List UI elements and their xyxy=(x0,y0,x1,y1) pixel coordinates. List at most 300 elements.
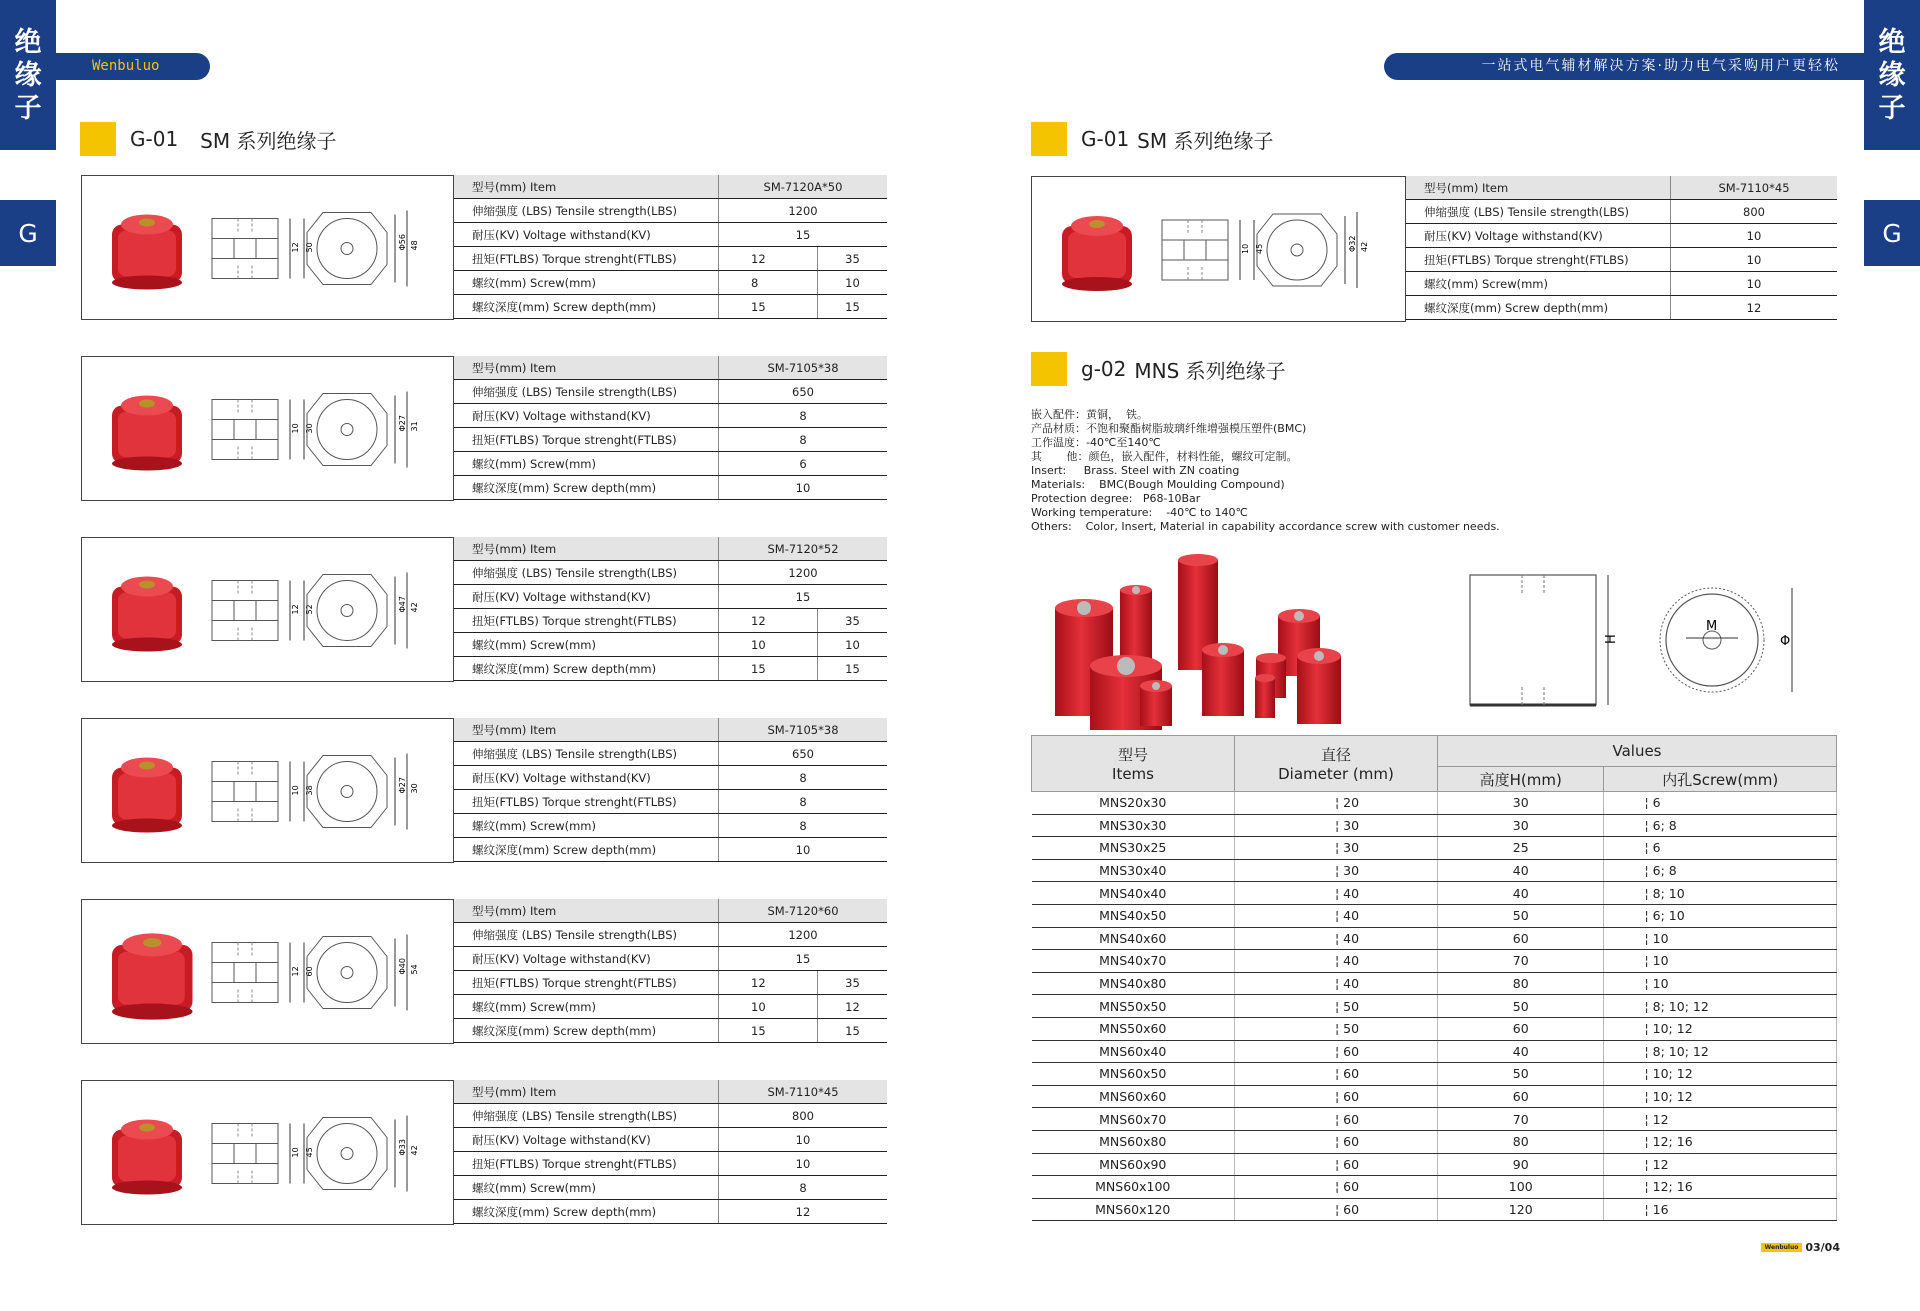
spec-label-depth: 螺纹深度(mm) Screw depth(mm) xyxy=(454,657,719,681)
red-insulator-photo xyxy=(1062,216,1132,291)
product-image-box xyxy=(81,899,454,1044)
footer-tag: Wenbuluo xyxy=(1761,1243,1803,1252)
side-char: 绝 xyxy=(14,26,42,58)
side-tab-left xyxy=(0,0,56,150)
spec-value-screw: 8 xyxy=(719,814,888,838)
note-line: Insert: Brass. Steel with ZN coating xyxy=(1031,464,1240,477)
table-row xyxy=(1032,995,1837,1018)
svg-text:48: 48 xyxy=(410,240,419,251)
top-view-drawing xyxy=(307,754,419,830)
row-item: MNS60x40 xyxy=(1032,1040,1235,1063)
height-label: H xyxy=(1604,634,1619,644)
svg-text:50: 50 xyxy=(305,242,314,253)
row-diameter: ¦ 40 xyxy=(1235,882,1438,905)
spec-value-torque: 8 xyxy=(719,428,888,452)
spec-table-0 xyxy=(454,175,887,319)
spec-value-torque-a: 12 xyxy=(719,971,818,995)
table-row xyxy=(1032,1017,1837,1040)
row-height: 50 xyxy=(1438,995,1604,1018)
spec-label-depth: 螺纹深度(mm) Screw depth(mm) xyxy=(1406,296,1671,320)
spec-table-r xyxy=(1406,176,1837,320)
side-char: 绝 xyxy=(1878,26,1906,58)
svg-text:Φ27: Φ27 xyxy=(398,415,407,432)
row-screw: ¦ 6 xyxy=(1604,792,1837,815)
spec-label-tensile: 伸缩强度 (LBS) Tensile strength(LBS) xyxy=(1406,200,1671,224)
side-char: 子 xyxy=(14,92,42,124)
row-height: 25 xyxy=(1438,837,1604,860)
spec-model: SM-7105*38 xyxy=(719,718,888,742)
table-row xyxy=(1032,1108,1837,1131)
row-screw: ¦ 6; 8 xyxy=(1604,814,1837,837)
table-row xyxy=(1032,1176,1837,1199)
spec-label-voltage: 耐压(KV) Voltage withstand(KV) xyxy=(454,223,719,247)
spec-value-screw: 10 xyxy=(1671,272,1838,296)
spec-value-screw: 8 xyxy=(719,1176,888,1200)
product-image-box xyxy=(81,718,454,863)
row-item: MNS40x60 xyxy=(1032,927,1235,950)
top-view-drawing xyxy=(307,1116,419,1192)
red-insulator-photo xyxy=(112,1120,182,1195)
row-height: 80 xyxy=(1438,1130,1604,1153)
spec-label-tensile: 伸缩强度 (LBS) Tensile strength(LBS) xyxy=(454,1104,719,1128)
svg-text:10: 10 xyxy=(291,423,300,434)
spec-label-voltage: 耐压(KV) Voltage withstand(KV) xyxy=(454,404,719,428)
product-image-box xyxy=(81,1080,454,1225)
row-item: MNS40x70 xyxy=(1032,950,1235,973)
spec-value-tensile: 800 xyxy=(719,1104,888,1128)
svg-text:31: 31 xyxy=(410,421,419,432)
product-image-box xyxy=(81,356,454,501)
spec-value-tensile: 1200 xyxy=(719,561,888,585)
spec-label-item: 型号(mm) Item xyxy=(1406,176,1671,200)
spec-label-item: 型号(mm) Item xyxy=(454,899,719,923)
col-diameter xyxy=(1235,736,1438,792)
svg-text:60: 60 xyxy=(305,966,314,977)
side-char: 缘 xyxy=(1878,59,1906,91)
row-screw: ¦ 10 xyxy=(1604,927,1837,950)
product-illustration xyxy=(82,719,455,864)
svg-text:30: 30 xyxy=(410,783,419,794)
note-line: 嵌入配件：黄铜， 铁。 xyxy=(1031,408,1148,421)
side-letter-right: G xyxy=(1864,200,1920,266)
page-label: 03/04 xyxy=(1805,1241,1840,1254)
row-diameter: ¦ 60 xyxy=(1235,1040,1438,1063)
spec-value-voltage: 15 xyxy=(719,947,888,971)
spec-label-screw: 螺纹(mm) Screw(mm) xyxy=(1406,272,1671,296)
row-height: 60 xyxy=(1438,1017,1604,1040)
mns-technical-drawing xyxy=(1460,570,1810,715)
table-row xyxy=(1032,882,1837,905)
spec-value-voltage: 15 xyxy=(719,223,888,247)
section-title: MNS 系列绝缘子 xyxy=(1134,358,1286,383)
spec-value-voltage: 15 xyxy=(719,585,888,609)
spec-label-depth: 螺纹深度(mm) Screw depth(mm) xyxy=(454,295,719,319)
red-insulator-photo xyxy=(112,758,182,833)
svg-text:10: 10 xyxy=(1241,243,1250,254)
spec-label-torque: 扭矩(FTLBS) Torque strenght(FTLBS) xyxy=(454,609,719,633)
cylinder-cluster xyxy=(1055,554,1341,730)
row-diameter: ¦ 50 xyxy=(1235,1017,1438,1040)
row-diameter: ¦ 20 xyxy=(1235,792,1438,815)
spec-value-tensile: 1200 xyxy=(719,923,888,947)
spec-label-voltage: 耐压(KV) Voltage withstand(KV) xyxy=(454,766,719,790)
row-screw: ¦ 10; 12 xyxy=(1604,1085,1837,1108)
spec-value-depth-b: 15 xyxy=(818,1019,888,1043)
page-number xyxy=(1761,1241,1840,1254)
row-screw: ¦ 10 xyxy=(1604,972,1837,995)
svg-text:12: 12 xyxy=(291,604,300,615)
spec-value-screw-a: 10 xyxy=(719,633,818,657)
diameter-label: Φ xyxy=(1780,634,1791,649)
spec-model: SM-7110*45 xyxy=(1671,176,1838,200)
row-diameter: ¦ 60 xyxy=(1235,1176,1438,1199)
spec-label-screw: 螺纹(mm) Screw(mm) xyxy=(454,814,719,838)
row-screw: ¦ 8; 10; 12 xyxy=(1604,995,1837,1018)
table-row xyxy=(1032,837,1837,860)
top-view-drawing xyxy=(307,573,419,649)
spec-value-voltage: 8 xyxy=(719,404,888,428)
spec-label-item: 型号(mm) Item xyxy=(454,1080,719,1104)
col-values: Values xyxy=(1438,736,1837,767)
red-insulator-photo xyxy=(112,396,182,471)
spec-value-tensile: 650 xyxy=(719,742,888,766)
note-line: Working temperature: -40℃ to 140℃ xyxy=(1031,506,1248,519)
col-screw: 内孔Screw(mm) xyxy=(1604,767,1837,792)
spec-value-torque-b: 35 xyxy=(818,609,888,633)
table-row xyxy=(1032,950,1837,973)
svg-text:10: 10 xyxy=(291,785,300,796)
side-view-drawing xyxy=(212,762,314,822)
spec-label-item: 型号(mm) Item xyxy=(454,718,719,742)
table-row xyxy=(1032,814,1837,837)
spec-value-torque-b: 35 xyxy=(818,971,888,995)
side-letter-left: G xyxy=(0,200,56,266)
spec-label-tensile: 伸缩强度 (LBS) Tensile strength(LBS) xyxy=(454,742,719,766)
product-illustration xyxy=(82,357,455,502)
row-height: 40 xyxy=(1438,1040,1604,1063)
spec-label-item: 型号(mm) Item xyxy=(454,537,719,561)
spec-value-voltage: 8 xyxy=(719,766,888,790)
spec-value-screw-b: 10 xyxy=(818,271,888,295)
side-view-drawing xyxy=(212,1124,314,1184)
row-item: MNS30x25 xyxy=(1032,837,1235,860)
section-heading-left xyxy=(80,122,336,156)
spec-label-torque: 扭矩(FTLBS) Torque strenght(FTLBS) xyxy=(454,428,719,452)
table-row xyxy=(1032,927,1837,950)
product-illustration xyxy=(1032,177,1407,323)
svg-text:Φ40: Φ40 xyxy=(398,958,407,975)
note-line: 工作温度：-40℃至140℃ xyxy=(1031,436,1161,449)
spec-label-depth: 螺纹深度(mm) Screw depth(mm) xyxy=(454,1019,719,1043)
side-char: 子 xyxy=(1878,92,1906,124)
spec-label-voltage: 耐压(KV) Voltage withstand(KV) xyxy=(1406,224,1671,248)
brand-logo: Wenbuluo xyxy=(56,53,210,80)
spec-value-torque-a: 12 xyxy=(719,609,818,633)
spec-label-tensile: 伸缩强度 (LBS) Tensile strength(LBS) xyxy=(454,380,719,404)
spec-label-depth: 螺纹深度(mm) Screw depth(mm) xyxy=(454,838,719,862)
product-image-box xyxy=(1031,176,1406,322)
svg-text:45: 45 xyxy=(1255,243,1264,254)
row-diameter: ¦ 30 xyxy=(1235,814,1438,837)
spec-table-5 xyxy=(454,1080,887,1224)
row-item: MNS60x90 xyxy=(1032,1153,1235,1176)
spec-label-screw: 螺纹(mm) Screw(mm) xyxy=(454,271,719,295)
row-screw: ¦ 12; 16 xyxy=(1604,1130,1837,1153)
svg-text:54: 54 xyxy=(410,964,419,975)
table-row xyxy=(1032,859,1837,882)
spec-table-2 xyxy=(454,537,887,681)
top-view-drawing xyxy=(307,211,419,287)
table-row xyxy=(1032,1085,1837,1108)
svg-text:Φ27: Φ27 xyxy=(398,777,407,794)
row-diameter: ¦ 40 xyxy=(1235,950,1438,973)
spec-model: SM-7120A*50 xyxy=(719,175,888,199)
svg-text:42: 42 xyxy=(410,602,419,613)
row-screw: ¦ 8; 10 xyxy=(1604,882,1837,905)
row-item: MNS30x30 xyxy=(1032,814,1235,837)
spec-value-depth: 12 xyxy=(1671,296,1838,320)
table-row xyxy=(1032,904,1837,927)
side-view-drawing xyxy=(212,219,314,279)
table-row xyxy=(1032,972,1837,995)
row-screw: ¦ 10; 12 xyxy=(1604,1017,1837,1040)
section-heading-right-2 xyxy=(1031,352,1286,386)
col-height: 高度H(mm) xyxy=(1438,767,1604,792)
table-row xyxy=(1032,1040,1837,1063)
section-title: SM 系列绝缘子 xyxy=(200,128,337,153)
note-line: Protection degree: P68-10Bar xyxy=(1031,492,1201,505)
table-row xyxy=(1032,1153,1837,1176)
row-diameter: ¦ 60 xyxy=(1235,1153,1438,1176)
svg-text:Φ47: Φ47 xyxy=(398,596,407,613)
row-item: MNS50x60 xyxy=(1032,1017,1235,1040)
section-title: SM 系列绝缘子 xyxy=(1137,128,1274,153)
spec-model: SM-7110*45 xyxy=(719,1080,888,1104)
spec-label-voltage: 耐压(KV) Voltage withstand(KV) xyxy=(454,585,719,609)
row-height: 120 xyxy=(1438,1198,1604,1221)
col-items xyxy=(1032,736,1235,792)
spec-label-screw: 螺纹(mm) Screw(mm) xyxy=(454,452,719,476)
table-row xyxy=(1032,1130,1837,1153)
spec-label-torque: 扭矩(FTLBS) Torque strenght(FTLBS) xyxy=(1406,248,1671,272)
svg-text:12: 12 xyxy=(291,966,300,977)
top-view-drawing xyxy=(307,392,419,468)
row-screw: ¦ 6; 8 xyxy=(1604,859,1837,882)
row-height: 80 xyxy=(1438,972,1604,995)
spec-label-screw: 螺纹(mm) Screw(mm) xyxy=(454,1176,719,1200)
row-height: 50 xyxy=(1438,904,1604,927)
spec-value-depth-a: 15 xyxy=(719,657,818,681)
spec-value-depth-a: 15 xyxy=(719,295,818,319)
spec-model: SM-7105*38 xyxy=(719,356,888,380)
side-view-drawing xyxy=(212,943,314,1003)
row-screw: ¦ 10 xyxy=(1604,950,1837,973)
section-code: g-02 xyxy=(1081,357,1127,381)
spec-label-torque: 扭矩(FTLBS) Torque strenght(FTLBS) xyxy=(454,247,719,271)
spec-label-tensile: 伸缩强度 (LBS) Tensile strength(LBS) xyxy=(454,923,719,947)
spec-label-voltage: 耐压(KV) Voltage withstand(KV) xyxy=(454,1128,719,1152)
svg-text:12: 12 xyxy=(291,242,300,253)
row-item: MNS60x100 xyxy=(1032,1176,1235,1199)
side-view xyxy=(1470,575,1596,705)
spec-value-voltage: 10 xyxy=(1671,224,1838,248)
spec-value-depth-b: 15 xyxy=(818,657,888,681)
spec-value-depth: 10 xyxy=(719,838,888,862)
spec-model: SM-7120*52 xyxy=(719,537,888,561)
note-line: 其 他：颜色，嵌入配件，材料性能，螺纹可定制。 xyxy=(1031,450,1298,463)
spec-label-depth: 螺纹深度(mm) Screw depth(mm) xyxy=(454,1200,719,1224)
row-height: 40 xyxy=(1438,859,1604,882)
row-screw: ¦ 12 xyxy=(1604,1153,1837,1176)
spec-value-tensile: 650 xyxy=(719,380,888,404)
spec-value-torque: 8 xyxy=(719,790,888,814)
section-heading-right-1 xyxy=(1031,122,1273,156)
spec-value-voltage: 10 xyxy=(719,1128,888,1152)
note-line: Others: Color, Insert, Material in capability accordance screw with customer needs. xyxy=(1031,520,1500,533)
spec-value-depth-a: 15 xyxy=(719,1019,818,1043)
row-diameter: ¦ 60 xyxy=(1235,1108,1438,1131)
spec-label-item: 型号(mm) Item xyxy=(454,356,719,380)
svg-text:Φ32: Φ32 xyxy=(1348,235,1357,252)
spec-label-voltage: 耐压(KV) Voltage withstand(KV) xyxy=(454,947,719,971)
spec-table-4 xyxy=(454,899,887,1043)
col-items-en: Items xyxy=(1112,765,1154,783)
spec-value-tensile: 800 xyxy=(1671,200,1838,224)
row-height: 40 xyxy=(1438,882,1604,905)
yellow-square xyxy=(80,122,116,156)
row-height: 30 xyxy=(1438,792,1604,815)
spec-label-item: 型号(mm) Item xyxy=(454,175,719,199)
spec-model: SM-7120*60 xyxy=(719,899,888,923)
mns-spec-table xyxy=(1031,735,1837,1221)
col-diameter-en: Diameter (mm) xyxy=(1278,765,1394,783)
row-item: MNS40x80 xyxy=(1032,972,1235,995)
row-height: 50 xyxy=(1438,1063,1604,1086)
section-code: G-01 xyxy=(130,127,179,151)
spec-table-1 xyxy=(454,356,887,500)
table-row xyxy=(1032,792,1837,815)
row-diameter: ¦ 50 xyxy=(1235,995,1438,1018)
row-height: 100 xyxy=(1438,1176,1604,1199)
spec-label-torque: 扭矩(FTLBS) Torque strenght(FTLBS) xyxy=(454,971,719,995)
col-items-cn: 型号 xyxy=(1117,746,1148,764)
row-screw: ¦ 8; 10; 12 xyxy=(1604,1040,1837,1063)
product-image-box xyxy=(81,175,454,320)
svg-text:30: 30 xyxy=(305,423,314,434)
spec-value-depth: 12 xyxy=(719,1200,888,1224)
col-diameter-cn: 直径 xyxy=(1320,746,1351,764)
spec-value-screw: 6 xyxy=(719,452,888,476)
spec-label-torque: 扭矩(FTLBS) Torque strenght(FTLBS) xyxy=(454,790,719,814)
svg-text:38: 38 xyxy=(305,785,314,796)
row-diameter: ¦ 60 xyxy=(1235,1063,1438,1086)
product-illustration xyxy=(82,1081,455,1226)
top-view-drawing xyxy=(307,935,419,1011)
red-insulator-photo xyxy=(112,215,182,290)
spec-value-screw-b: 10 xyxy=(818,633,888,657)
top-view-drawing xyxy=(1257,212,1369,288)
side-view-drawing xyxy=(212,400,314,460)
svg-text:52: 52 xyxy=(305,604,314,615)
row-item: MNS20x30 xyxy=(1032,792,1235,815)
svg-text:45: 45 xyxy=(305,1147,314,1158)
top-view xyxy=(1660,588,1764,692)
side-view-drawing xyxy=(1162,220,1264,280)
row-height: 90 xyxy=(1438,1153,1604,1176)
row-height: 70 xyxy=(1438,950,1604,973)
row-diameter: ¦ 40 xyxy=(1235,927,1438,950)
product-illustration xyxy=(82,176,455,321)
yellow-square xyxy=(1031,352,1067,386)
table-row xyxy=(1032,1063,1837,1086)
spec-value-screw-b: 12 xyxy=(818,995,888,1019)
row-item: MNS60x50 xyxy=(1032,1063,1235,1086)
spec-table-3 xyxy=(454,718,887,862)
row-height: 70 xyxy=(1438,1108,1604,1131)
screw-label: M xyxy=(1706,619,1718,634)
row-item: MNS60x60 xyxy=(1032,1085,1235,1108)
spec-value-screw-a: 8 xyxy=(719,271,818,295)
row-item: MNS60x80 xyxy=(1032,1130,1235,1153)
spec-label-screw: 螺纹(mm) Screw(mm) xyxy=(454,995,719,1019)
section-code: G-01 xyxy=(1081,127,1130,151)
product-image-box xyxy=(81,537,454,682)
row-diameter: ¦ 60 xyxy=(1235,1130,1438,1153)
spec-value-tensile: 1200 xyxy=(719,199,888,223)
row-diameter: ¦ 40 xyxy=(1235,972,1438,995)
note-line: Materials: BMC(Bough Moulding Compound) xyxy=(1031,478,1285,491)
row-screw: ¦ 12; 16 xyxy=(1604,1176,1837,1199)
spec-value-depth: 10 xyxy=(719,476,888,500)
side-tab-right xyxy=(1864,0,1920,150)
svg-text:42: 42 xyxy=(410,1145,419,1156)
row-screw: ¦ 6 xyxy=(1604,837,1837,860)
red-insulator-photo xyxy=(112,577,182,652)
table-row xyxy=(1032,1198,1837,1221)
row-item: MNS40x40 xyxy=(1032,882,1235,905)
row-diameter: ¦ 40 xyxy=(1235,904,1438,927)
row-item: MNS30x40 xyxy=(1032,859,1235,882)
svg-text:Φ33: Φ33 xyxy=(398,1139,407,1156)
row-screw: ¦ 16 xyxy=(1604,1198,1837,1221)
side-char: 缘 xyxy=(14,59,42,91)
row-item: MNS60x70 xyxy=(1032,1108,1235,1131)
spec-label-tensile: 伸缩强度 (LBS) Tensile strength(LBS) xyxy=(454,561,719,585)
row-screw: ¦ 10; 12 xyxy=(1604,1063,1837,1086)
svg-text:10: 10 xyxy=(291,1147,300,1158)
row-height: 60 xyxy=(1438,927,1604,950)
mns-product-photo xyxy=(1050,548,1390,733)
row-diameter: ¦ 60 xyxy=(1235,1085,1438,1108)
spec-value-torque-a: 12 xyxy=(719,247,818,271)
row-diameter: ¦ 30 xyxy=(1235,859,1438,882)
svg-text:Φ56: Φ56 xyxy=(398,234,407,251)
row-screw: ¦ 12 xyxy=(1604,1108,1837,1131)
spec-value-torque-b: 35 xyxy=(818,247,888,271)
spec-value-torque: 10 xyxy=(1671,248,1838,272)
row-diameter: ¦ 60 xyxy=(1235,1198,1438,1221)
yellow-square xyxy=(1031,122,1067,156)
note-line: 产品材质：不饱和聚酯树脂玻璃纤维增强模压塑件(BMC) xyxy=(1031,422,1307,435)
row-item: MNS50x50 xyxy=(1032,995,1235,1018)
side-view-drawing xyxy=(212,581,314,641)
slogan: 一站式电气辅材解决方案·助力电气采购用户更轻松 xyxy=(1384,53,1864,80)
product-illustration xyxy=(82,900,455,1045)
svg-text:42: 42 xyxy=(1360,241,1369,252)
spec-value-screw-a: 10 xyxy=(719,995,818,1019)
mns-notes xyxy=(1031,408,1500,534)
row-diameter: ¦ 30 xyxy=(1235,837,1438,860)
